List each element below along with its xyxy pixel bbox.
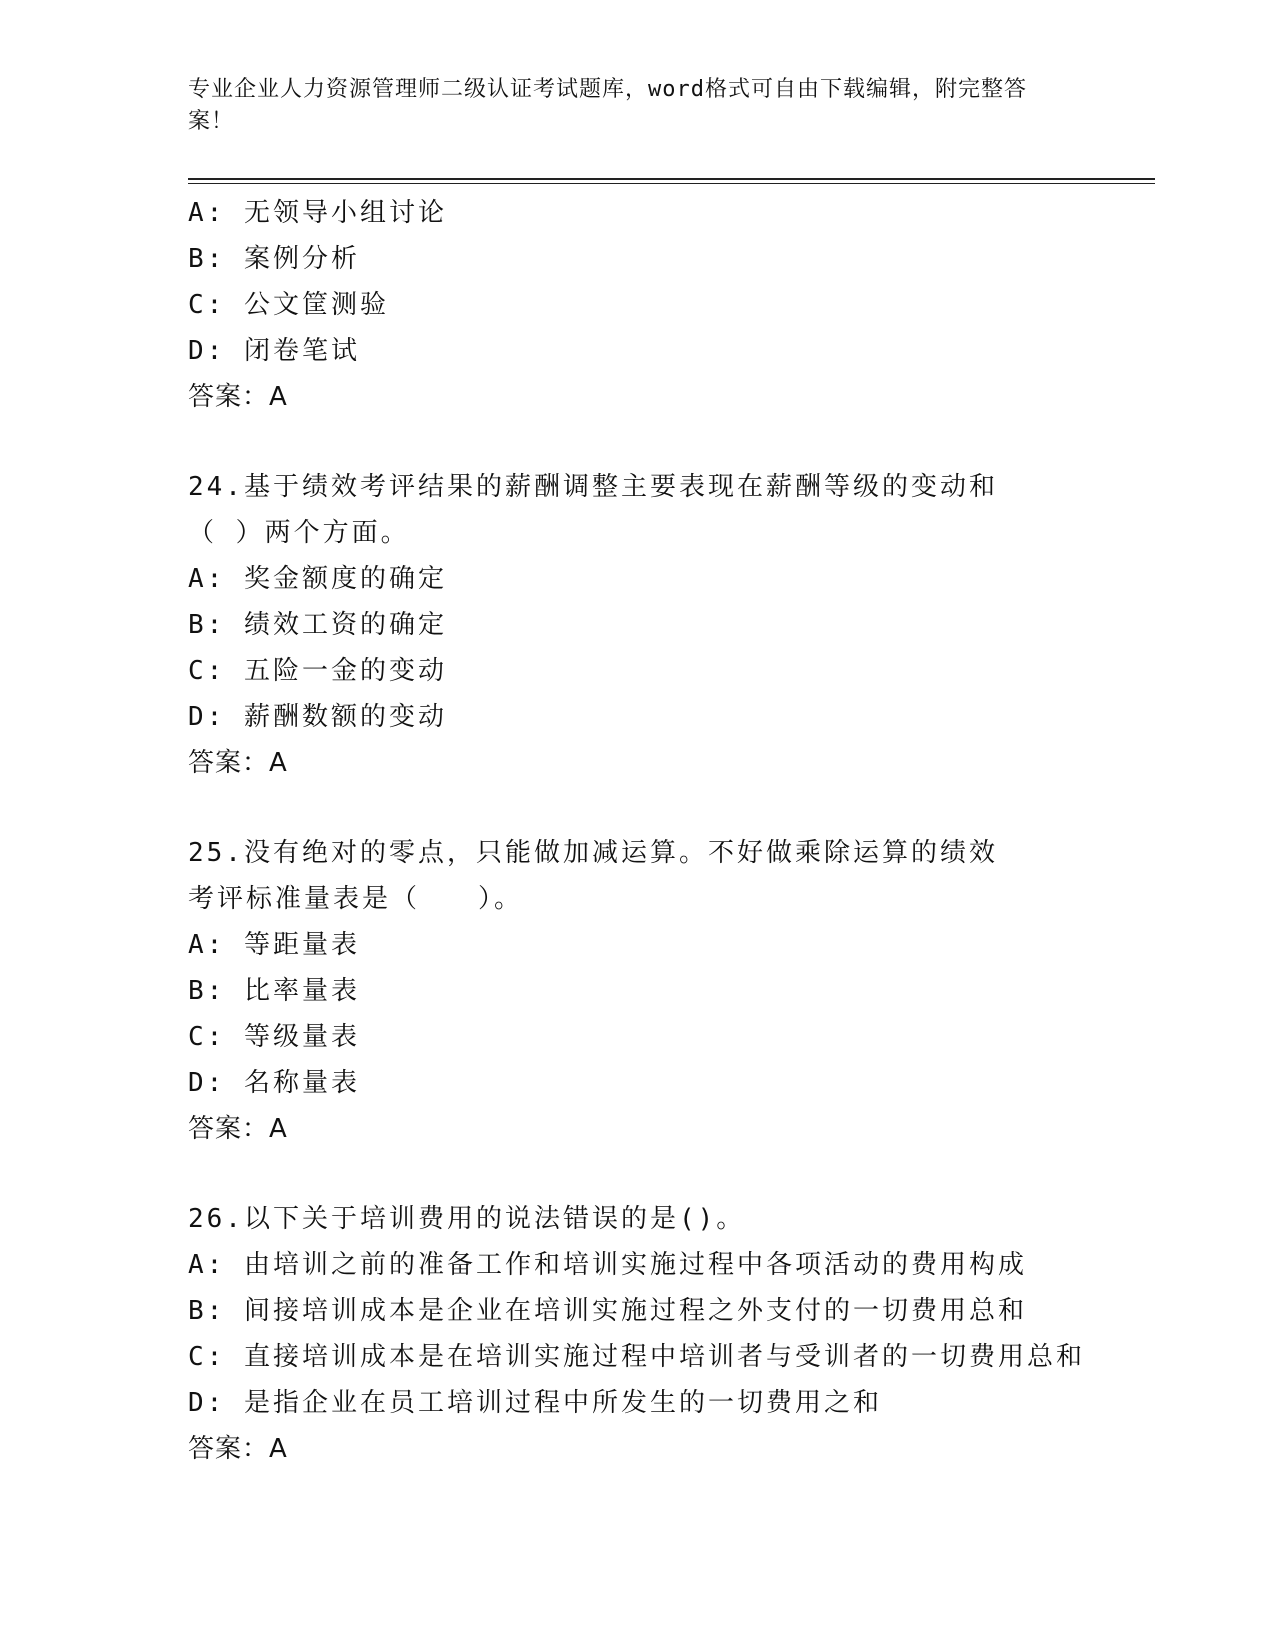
answer: 答案：A [188, 1434, 288, 1464]
option-c: C: 等级量表 [188, 1022, 360, 1052]
option-d: D: 薪酬数额的变动 [188, 702, 447, 732]
option-a: A: 等距量表 [188, 930, 360, 960]
option-c: C: 直接培训成本是在培训实施过程中培训者与受训者的一切费用总和 [188, 1342, 1085, 1372]
question-stem: 24.基于绩效考评结果的薪酬调整主要表现在薪酬等级的变动和（ ）两个方面。 [188, 472, 998, 548]
option-b: B: 绩效工资的确定 [188, 610, 447, 640]
option-c: C: 公文筐测验 [188, 290, 389, 320]
option-d: D: 闭卷笔试 [188, 336, 360, 366]
page-header: 专业企业人力资源管理师二级认证考试题库，word格式可自由下载编辑，附完整答案！ [188, 77, 1027, 134]
question-25 [188, 830, 1088, 1152]
header-rule-thin [188, 183, 1155, 184]
question-stem: 26.以下关于培训费用的说法错误的是()。 [188, 1204, 746, 1234]
option-b: B: 间接培训成本是企业在培训实施过程之外支付的一切费用总和 [188, 1296, 1027, 1326]
option-a: A: 奖金额度的确定 [188, 564, 447, 594]
option-b: B: 案例分析 [188, 244, 360, 274]
question-list [188, 190, 1088, 1472]
question-stem: 25.没有绝对的零点，只能做加减运算。不好做乘除运算的绩效考评标准量表是（ ）。 [188, 838, 998, 914]
option-d: D: 名称量表 [188, 1068, 360, 1098]
option-a: A: 由培训之前的准备工作和培训实施过程中各项活动的费用构成 [188, 1250, 1027, 1280]
question-23-continued [188, 190, 1088, 420]
option-c: C: 五险一金的变动 [188, 656, 447, 686]
question-26 [188, 1196, 1088, 1472]
answer: 答案：A [188, 1114, 288, 1144]
option-b: B: 比率量表 [188, 976, 360, 1006]
header-rule-thick [188, 178, 1155, 180]
option-d: D: 是指企业在员工培训过程中所发生的一切费用之和 [188, 1388, 882, 1418]
answer: 答案：A [188, 748, 288, 778]
option-a: A: 无领导小组讨论 [188, 198, 447, 228]
question-24 [188, 464, 1088, 786]
answer: 答案：A [188, 382, 288, 412]
